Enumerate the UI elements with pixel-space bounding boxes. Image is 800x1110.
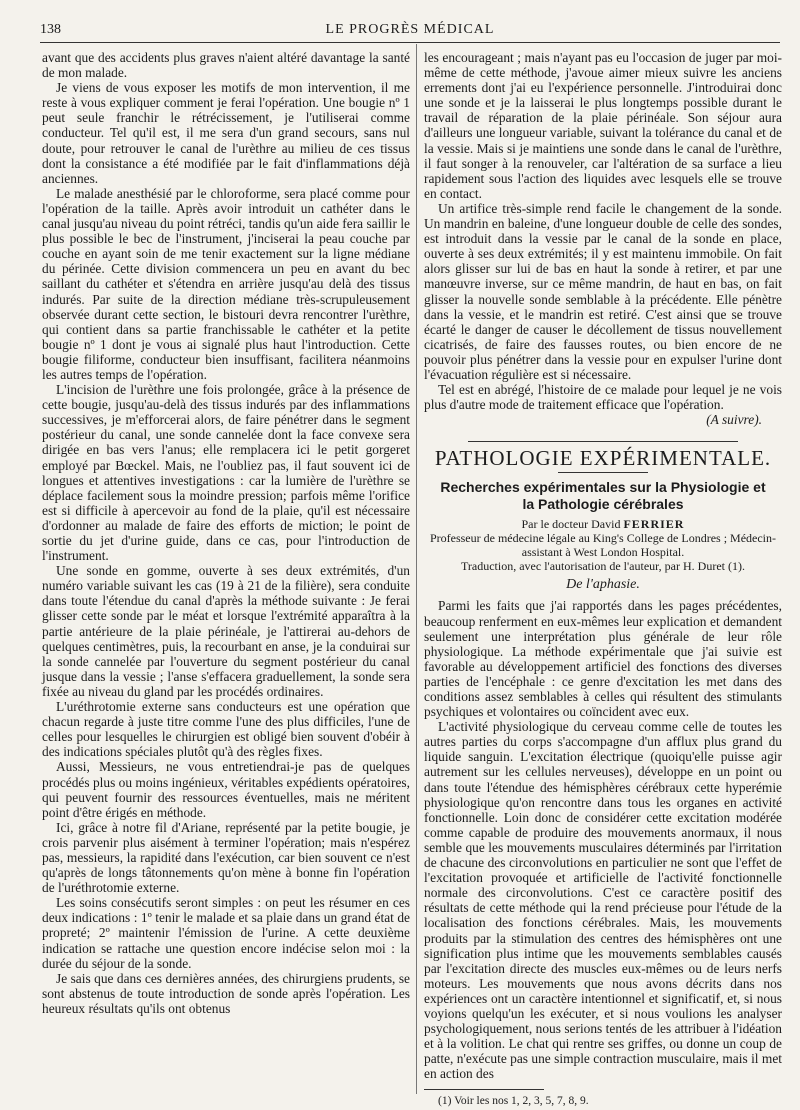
column-divider <box>416 44 417 1094</box>
paragraph: Je sais que dans ces dernières années, des chirurgiens prudents, se sont abstenus de toute introduction de sonde après l'opération. Les heureux résultats qu'ils ont obtenus <box>42 970 410 1016</box>
translation-note: Traduction, avec l'autorisation de l'auteur, par H. Duret (1). <box>461 559 745 574</box>
paragraph: Je viens de vous exposer les motifs de mon intervention, il me reste à vous expliquer comment je ferai l'opération. Une bougie nº 1 peut seule franchir le rétrécissement, je l'utiliserai comme conducteur. Tel qu'il est, il me sera d'un grand secours, sans nul doute, pour retrouver le canal de l'urèthre au milieu de ces tissus dont la consistance a été modifiée par le fait d'inflammations déjà anciennes. <box>42 80 410 186</box>
paragraph: Parmi les faits que j'ai rapportés dans les pages précédentes, beaucoup renferment en eux-mêmes leur explication et demandent seulement une interprétation plus générale de leur rôle physiologique. La méthode expérimentale que j'ai suivie est favorable au développement artificiel des fonctions des diverses parties de l'encéphale : ce genre d'excitation les met dans des conditions assez semblables à celles qui résultent des stimulants psychiques et volontaires ou coïncident avec eux. <box>424 598 782 720</box>
byline <box>424 517 782 573</box>
author-affiliation: Professeur de médecine légale au King's College de Londres ; Médecin-assistant à West London Hospital. <box>429 531 777 560</box>
article-title-line: Recherches expérimentales sur la Physiologie et <box>440 479 766 496</box>
article-title-line: la Pathologie cérébrales <box>522 496 684 513</box>
article-title <box>424 479 782 513</box>
paragraph: Une sonde en gomme, ouverte à ses deux extrémités, d'un numéro variable suivant les cas (19 à 21 de la filière), sera conduite dans toute l'étendue du canal d'après la méthode suivante : Je ferai glisser cette sonde par le méat et lorsque l'extrémité apparaîtra à la partie antérieure de la plaie périnéale, je l'attirerai au-dehors de quelques centimètres, puis, la recourbant en anse, je la conduirai sur la sonde cannelée par l'ouverture du segment postérieur du canal jusque dans la vessie ; l'anse s'effacera graduellement, la sonde sera fixée au niveau du gland par les procédés ordinaires. <box>42 563 410 699</box>
right-column <box>424 50 782 1110</box>
subheading: De l'aphasie. <box>566 577 640 593</box>
footnote: (1) Voir les nos 1, 2, 3, 5, 7, 8, 9. <box>438 1095 589 1108</box>
to-be-continued: (A suivre). <box>706 412 762 428</box>
paragraph: Le malade anesthésié par le chloroforme, sera placé comme pour l'opération de la taille. Après avoir introduit un cathéter dans le canal jusqu'au niveau du point rétréci, tandis qu'un aide fera saillir le plus possible le bec de l'instrument, j'inciserai la peau couche par couche en ayant soin de me tenir exactement sur la ligne médiane du périnée. Cette division commencera un peu en avant du bec saillant du cathéter et s'étendra en arrière jusqu'au delà des tissus indurés. Par suite de la direction médiane très-scrupuleusement observée durant cette section, le bistouri devra rencontrer l'urèthre, qui contient dans sa partie franchissable le cathéter et la petite bougie nº 1 dont je vous ai signalé plus haut l'introduction. Cette bougie filiforme, conducteur bien insuffisant, facilitera néanmoins les autres temps de l'opération. <box>42 185 410 382</box>
byline-intro: Par le docteur David <box>521 517 621 532</box>
footnote-rule <box>424 1089 544 1090</box>
section-rule-short <box>558 472 648 473</box>
paragraph: les encourageant ; mais n'ayant pas eu l'occasion de juger par moi-même de cette méthode, j'avoue aimer mieux suivre les anciens errements dont j'ai eu l'expérience personnelle. J'introduirai donc une sonde et je la laisserai le plus longtemps possible durant le travail de réparation de la plaie périnéale. Son séjour aura d'ailleurs une longueur variable, suivant la tolérance du canal et de la vessie. Mais si je maintiens une sonde dans le canal de l'urèthre, il faut songer à la renouveler, car l'altération de sa surface a lieu rapidement sous l'action des liquides avec lesquels elle se trouve en contact. <box>424 50 782 201</box>
journal-title: LE PROGRÈS MÉDICAL <box>325 22 495 37</box>
paragraph: Les soins consécutifs seront simples : on peut les résumer en ces deux indications : 1º tenir le malade et sa plaie dans un grand état de propreté; 2º maintenir l'émission de l'urine. A cette deuxième indication se rattache une question encore indécise selon moi : la durée du séjour de la sonde. <box>42 895 410 971</box>
paragraph: L'incision de l'urèthre une fois prolongée, grâce à la présence de cette bougie, jusqu'au-delà des tissus indurés par des inflammations successives, je m'efforcerai alors, de faire pénétrer dans le segment postérieur du canal, une sonde cannelée dont la face convexe sera dirigée en bas vers l'anus; elle remplacera ici le petit gorgeret employé par Bœckel. Mais, ne l'oubliez pas, il faut souvent ici de longues et attentives investigations : car la lumière de l'urèthre se déplace facilement sous la moindre pression; parfois même l'orifice est si difficile à apercevoir au fond de la plaie, qu'il est nécessaire d'ordonner au malade de faire des efforts de miction; le point de sortie du jet d'urine guide, dans ce cas, pour l'introduction de l'instrument. <box>42 382 410 564</box>
paragraph: Ici, grâce à notre fil d'Ariane, représenté par la petite bougie, je crois parvenir plus aisément à terminer l'opération; mais n'espérez pas, messieurs, la rapidité dans l'exécution, car bien souvent ce n'est qu'après de longs tâtonnements qu'on mène à bonne fin l'opération de l'uréthrotomie externe. <box>42 819 410 896</box>
paragraph: Aussi, Messieurs, ne vous entretiendrai-je pas de quelques procédés plus ou moins ingénieux, véritables expédients opératoires, qui peuvent fournir des ressources éventuelles, mais ne méritent point d'être érigés en méthode. <box>42 759 410 820</box>
left-column <box>42 50 410 1016</box>
page-number: 138 <box>40 22 61 37</box>
page-header <box>40 18 780 43</box>
section-rule <box>468 441 738 442</box>
paragraph: L'activité physiologique du cerveau comme celle de toutes les autres parties du corps s'accompagne d'un afflux plus grand du liquide sanguin. L'excitation électrique (quoiqu'elle puisse agir autrement sur les cellules nerveuses), développe en un point ou dans toute l'étendue des hémisphères cérébraux cette hyperémie physiologique qu'on rencontre dans tous les organes en activité fonctionnelle. Loin donc de considérer cette excitation modérée comme capable de produire des mouvements anormaux, il nous semble que les mouvements musculaires déterminés par l'irritation de chacune des circonvolutions en particulier ne sont que l'effet de l'excitation provoquée et artificielle de l'activité fonctionnelle normale des circonvolutions. C'est ce caractère positif des résultats de cette méthode qui la rend précieuse pour l'étude de la localisation des fonctions cérébrales. Mais, les mouvements produits par la stimulation des centres des hémisphères ont une signification plus intime que les mouvements semblables causés par l'excitation directe des muscles eux-mêmes ou de leurs nerfs moteurs. Les mouvements que nous avons décrits dans nos expériences ont un caractère intentionnel et significatif, et, si nous voyions quelqu'un les exécuter, et si nous voulions les analyser psychologiquement, nous serions tentés de les attribuer à l'idéation et à la volition. Le chat qui rentre ses griffes, ou donne un coup de patte, n'exécute pas une simple contraction musculaire, mais il met en action des <box>424 719 782 1082</box>
paragraph: Tel est en abrégé, l'histoire de ce malade pour lequel je ne vois plus d'autre mode de traitement efficace que l'opération. <box>424 382 782 413</box>
paragraph: L'uréthrotomie externe sans conducteurs est une opération que chacun regarde à juste titre comme l'une des plus difficiles, l'une de celles pour lesquelles le chirurgien est obligé bien souvent d'obéir à des indications spéciales plutôt qu'à des règles fixes. <box>42 699 410 760</box>
section-title: PATHOLOGIE EXPÉRIMENTALE. <box>434 446 772 471</box>
paragraph: Un artifice très-simple rend facile le changement de la sonde. Un mandrin en baleine, d'une longueur double de celle des sondes, est introduit dans la vessie par le canal de la sonde en place, ouverte à ses deux extrémités; il y est maintenu immobile. On fait alors glisser sur lui de bas en haut la sonde à retirer, et par une manœuvre inverse, sur ce même mandrin, de haut en bas, on fait glisser la nouvelle sonde semblable à la précédente. Elle pénètre dans la vessie, et le mandrin est retiré. C'est ainsi que se trouve écarté le danger de causer le décollement de tissus nouvellement cicatrisés, de faire des fausses routes, ou bien encore de ne pouvoir plus pénétrer dans la vessie pour en expulser l'urine dont l'évacuation régulière est si nécessaire. <box>424 200 782 382</box>
author-name: FERRIER <box>623 517 685 532</box>
paragraph: avant que des accidents plus graves n'aient altéré davantage la santé de mon malade. <box>42 50 410 81</box>
